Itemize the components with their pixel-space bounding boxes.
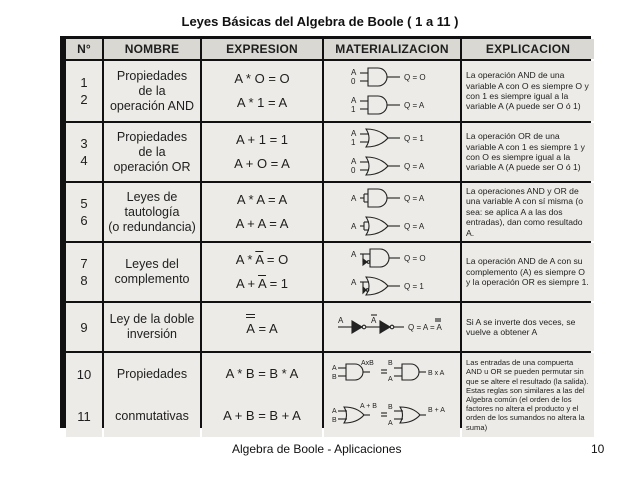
row-number: 4 bbox=[80, 153, 88, 168]
double-negated-variable: A bbox=[246, 313, 255, 341]
law-name-line: Leyes del bbox=[125, 257, 179, 271]
gate-output-label: A + B bbox=[360, 403, 377, 410]
law-name-line: tautología bbox=[124, 204, 180, 219]
header-materialization: MATERIALIZACION bbox=[324, 39, 460, 59]
gate-input-label: A bbox=[388, 376, 393, 383]
gate-input-label: A bbox=[351, 157, 357, 166]
or-gate-symbol bbox=[400, 407, 420, 423]
law-name-line: (o redundancia) bbox=[108, 219, 196, 234]
law-name-line: de la bbox=[138, 144, 166, 159]
or-gate-symbol bbox=[366, 217, 388, 235]
law-name bbox=[104, 243, 200, 301]
row-number: 10 bbox=[76, 366, 92, 382]
complement-variable: $\overline{A}$ bbox=[255, 252, 264, 267]
circuit-diagram bbox=[324, 243, 460, 301]
double-inverter-diagram bbox=[324, 303, 460, 351]
gate-input-label: A bbox=[351, 222, 357, 231]
expression-line: A + 1 = 1 bbox=[235, 132, 289, 147]
gate-input-label: A bbox=[332, 408, 337, 415]
inverter-symbol bbox=[380, 321, 390, 333]
inverter-output-label: Q = A = A bbox=[408, 323, 442, 332]
tautology-gates-diagram bbox=[324, 183, 460, 241]
gate-output-label: Q = 1 bbox=[404, 282, 424, 291]
inverter-mid-label: A bbox=[371, 316, 377, 325]
or-gate-symbol bbox=[366, 129, 388, 147]
complement-variable: $\overline{A}$ bbox=[258, 276, 266, 291]
row-numbers bbox=[66, 243, 102, 301]
circuit-diagram bbox=[324, 353, 460, 437]
law-name bbox=[104, 183, 200, 241]
law-name-line: Ley de la doble bbox=[109, 312, 195, 326]
row-number: 8 bbox=[80, 273, 88, 288]
header-expression: EXPRESION bbox=[202, 39, 322, 59]
and-gate-symbol bbox=[368, 189, 387, 207]
row-number: 1 bbox=[80, 75, 88, 90]
expression-line: $A * \overline{A} = O$ bbox=[235, 252, 289, 267]
row-number: 11 bbox=[77, 408, 91, 424]
header-num: N° bbox=[66, 39, 102, 59]
gate-input-label: A bbox=[351, 250, 357, 259]
gate-input-label: B bbox=[332, 417, 337, 424]
gate-input-label: B bbox=[332, 374, 337, 381]
expression-line: A * A = A bbox=[236, 192, 288, 207]
inverter-input-label: A bbox=[338, 316, 344, 325]
law-name-line: Propiedades bbox=[116, 68, 188, 83]
law-explanation: La operación AND de una variable A con O es siempre O y con 1 es siempre igual a la variable A (A puede ser O ó 1) bbox=[462, 61, 594, 121]
law-explanation: La operación OR de una variable A con 1 es siempre 1 y con O es siempre igual a la variable A (A puede ser O ó 1) bbox=[462, 123, 594, 181]
row-numbers bbox=[66, 61, 102, 121]
gate-output-label: Q = 1 bbox=[404, 134, 424, 143]
law-expression bbox=[202, 123, 322, 181]
gate-input-label: B bbox=[388, 404, 393, 411]
law-name-line: operación OR bbox=[113, 159, 191, 174]
gate-input-label: 0 bbox=[351, 77, 356, 86]
gate-input-label: 1 bbox=[351, 105, 356, 114]
gate-output-label: Q = A bbox=[404, 101, 425, 110]
or-gate-symbol bbox=[366, 277, 388, 295]
row-number: 9 bbox=[80, 319, 88, 335]
law-name-line: conmutativas bbox=[115, 408, 189, 423]
and-gate-symbol bbox=[402, 364, 419, 380]
circuit-diagram bbox=[324, 303, 460, 351]
gate-input-label: A bbox=[388, 420, 393, 427]
row-numbers bbox=[66, 183, 102, 241]
expression-line: A + B = B + A bbox=[223, 408, 301, 423]
gate-input-label: A bbox=[351, 96, 357, 105]
expression-line: A + A = A bbox=[235, 216, 289, 231]
gate-output-label: Q = A bbox=[404, 222, 425, 231]
footer-title: Algebra de Boole - Aplicaciones bbox=[232, 442, 402, 456]
or-gates-diagram bbox=[324, 123, 460, 181]
gate-input-label: A bbox=[351, 278, 357, 287]
law-expression bbox=[202, 61, 322, 121]
gate-output-label: Q = O bbox=[404, 254, 426, 263]
law-name bbox=[104, 123, 200, 181]
and-gates-diagram bbox=[324, 61, 460, 121]
row-number: 2 bbox=[80, 92, 88, 107]
law-name-line: Leyes de bbox=[126, 189, 178, 204]
law-explanation: Las entradas de una compuerta AND u OR se pueden permutar sin que se altere el resultado (la salida). Estas reglas son similares a las del Algebra común (el orden de los factores no altera el producto y el orden de los sumandos no altera la suma) bbox=[462, 353, 594, 437]
row-number: 5 bbox=[80, 196, 88, 211]
law-name-line: de la bbox=[138, 83, 166, 98]
law-name bbox=[104, 303, 200, 351]
and-gate-symbol bbox=[370, 249, 389, 267]
commutative-gates-diagram bbox=[324, 353, 460, 437]
header-name: NOMBRE bbox=[104, 39, 200, 59]
row-numbers bbox=[66, 123, 102, 181]
expression-line: A + O = A bbox=[234, 156, 290, 171]
complement-gates-diagram bbox=[324, 243, 460, 301]
circuit-diagram bbox=[324, 183, 460, 241]
gate-input-label: 1 bbox=[351, 138, 356, 147]
gate-output-label: AxB bbox=[361, 360, 374, 367]
law-name-line: Propiedades bbox=[116, 366, 188, 381]
expression-line: A * O = O bbox=[234, 71, 290, 86]
gate-input-label: 0 bbox=[351, 166, 356, 175]
circuit-diagram bbox=[324, 61, 460, 121]
law-expression bbox=[202, 303, 322, 351]
gate-output-label: Q = O bbox=[404, 73, 426, 82]
law-name-line: complemento bbox=[114, 272, 190, 286]
gate-input-label: B bbox=[388, 360, 393, 367]
gate-output-label: Q = A bbox=[404, 194, 425, 203]
law-name-line: inversión bbox=[126, 327, 178, 341]
law-expression bbox=[202, 243, 322, 301]
header-explanation: EXPLICACION bbox=[462, 39, 594, 59]
row-number: 3 bbox=[80, 136, 88, 151]
law-name-line: operación AND bbox=[109, 98, 195, 113]
law-explanation: Si A se inverte dos veces, se vuelve a obtener A bbox=[462, 303, 594, 351]
row-numbers bbox=[66, 353, 102, 437]
gate-input-label: A bbox=[351, 194, 357, 203]
row-number: 7 bbox=[80, 256, 88, 271]
page-title: Leyes Básicas del Algebra de Boole ( 1 a 11 ) bbox=[181, 14, 459, 29]
gate-input-label: A bbox=[351, 68, 357, 77]
law-explanation: La operación AND de A con su complemento (A) es siempre O y la operación OR es siempre 1. bbox=[462, 243, 594, 301]
law-expression bbox=[202, 353, 322, 437]
gate-output-label: B x A bbox=[428, 370, 445, 377]
gate-output-label: B + A bbox=[428, 407, 445, 414]
circuit-diagram bbox=[324, 123, 460, 181]
and-gate-symbol bbox=[368, 96, 387, 114]
law-name bbox=[104, 353, 200, 437]
gate-output-label: Q = A bbox=[404, 162, 425, 171]
row-number: 6 bbox=[80, 213, 88, 228]
expression-line: $A + \overline{A} = 1$ bbox=[235, 276, 289, 291]
or-gate-symbol bbox=[366, 157, 388, 175]
expression-line: A * B = B * A bbox=[225, 366, 299, 381]
page-number: 10 bbox=[591, 442, 605, 456]
and-gate-symbol bbox=[368, 68, 387, 86]
gate-input-label: A bbox=[351, 129, 357, 138]
law-name bbox=[104, 61, 200, 121]
gate-input-label: A bbox=[332, 365, 337, 372]
expression-line: A * 1 = A bbox=[236, 95, 288, 110]
expression-line: A = A bbox=[246, 313, 277, 341]
inverter-symbol bbox=[352, 321, 362, 333]
boole-laws-table bbox=[60, 36, 591, 432]
row-numbers bbox=[66, 303, 102, 351]
law-expression bbox=[202, 183, 322, 241]
law-name-line: Propiedades bbox=[116, 129, 188, 144]
law-explanation: La operaciones AND y OR de una variable A con sí misma (o sea: se aplica A a las dos entradas), dan como resultado A. bbox=[462, 183, 594, 241]
